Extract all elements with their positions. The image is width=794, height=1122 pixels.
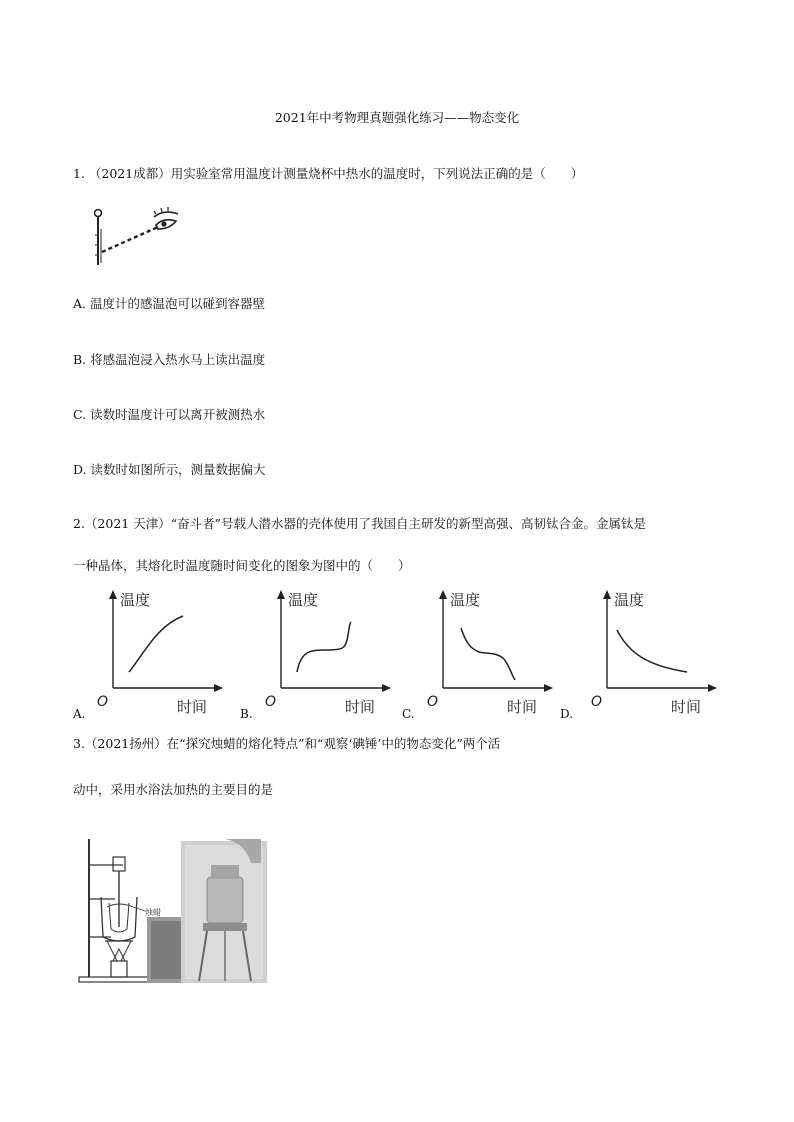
question-1-stem: 1. （2021成都）用实验室常用温度计测量烧杯中热水的温度时，下列说法正确的是（ ） bbox=[73, 166, 584, 181]
figure-label-candle-wax: 烛蜡 bbox=[145, 908, 161, 917]
q1-option-d: D. 读数时如图所示，测量数据偏大 bbox=[73, 462, 266, 477]
graph-d bbox=[589, 588, 729, 718]
graph-b-x-label: 时间 bbox=[345, 698, 376, 716]
graph-b bbox=[263, 588, 403, 718]
question-3-stem-line2: 动中，采用水浴法加热的主要目的是 bbox=[73, 782, 274, 797]
graph-a-x-label: 时间 bbox=[177, 698, 208, 716]
graph-a bbox=[95, 588, 235, 718]
q1-option-c: C. 读数时温度计可以离开被测热水 bbox=[73, 407, 266, 422]
question-2-stem-line1: 2.（2021 天津）“奋斗者”号载人潜水器的壳体使用了我国自主研发的新型高强、高韧钛合金。金属钛是 bbox=[73, 516, 646, 531]
graph-c-origin: O bbox=[427, 694, 439, 710]
graph-d-y-label: 温度 bbox=[614, 591, 645, 609]
question-2-stem-line2: 一种晶体，其熔化时温度随时间变化的图象为图中的（ ） bbox=[73, 558, 411, 573]
page-title: 2021年中考物理真题强化练习——物态变化 bbox=[274, 110, 520, 125]
q1-option-a: A. 温度计的感温泡可以碰到容器壁 bbox=[73, 296, 265, 311]
graph-a-option-label: A. bbox=[73, 707, 86, 721]
water-bath-apparatus-figure bbox=[75, 837, 270, 990]
graph-c-x-label: 时间 bbox=[507, 698, 538, 716]
graph-a-y-label: 温度 bbox=[120, 591, 151, 609]
graph-c-option-label: C. bbox=[402, 707, 415, 721]
graph-a-origin: O bbox=[97, 694, 109, 710]
graph-d-origin: O bbox=[591, 694, 603, 710]
graph-c bbox=[425, 588, 565, 718]
thermometer-eye-figure bbox=[88, 205, 188, 272]
graph-b-y-label: 温度 bbox=[288, 591, 319, 609]
graph-b-origin: O bbox=[265, 694, 277, 710]
graph-d-option-label: D. bbox=[560, 707, 574, 721]
graph-b-option-label: B. bbox=[240, 707, 253, 721]
graph-c-y-label: 温度 bbox=[450, 591, 481, 609]
q1-option-b: B. 将感温泡浸入热水马上读出温度 bbox=[73, 352, 266, 367]
graph-d-x-label: 时间 bbox=[671, 698, 702, 716]
question-3-stem-line1: 3.（2021扬州）在“探究烛蜡的熔化特点”和“观察‘碘锤’中的物态变化”两个活 bbox=[73, 736, 501, 751]
